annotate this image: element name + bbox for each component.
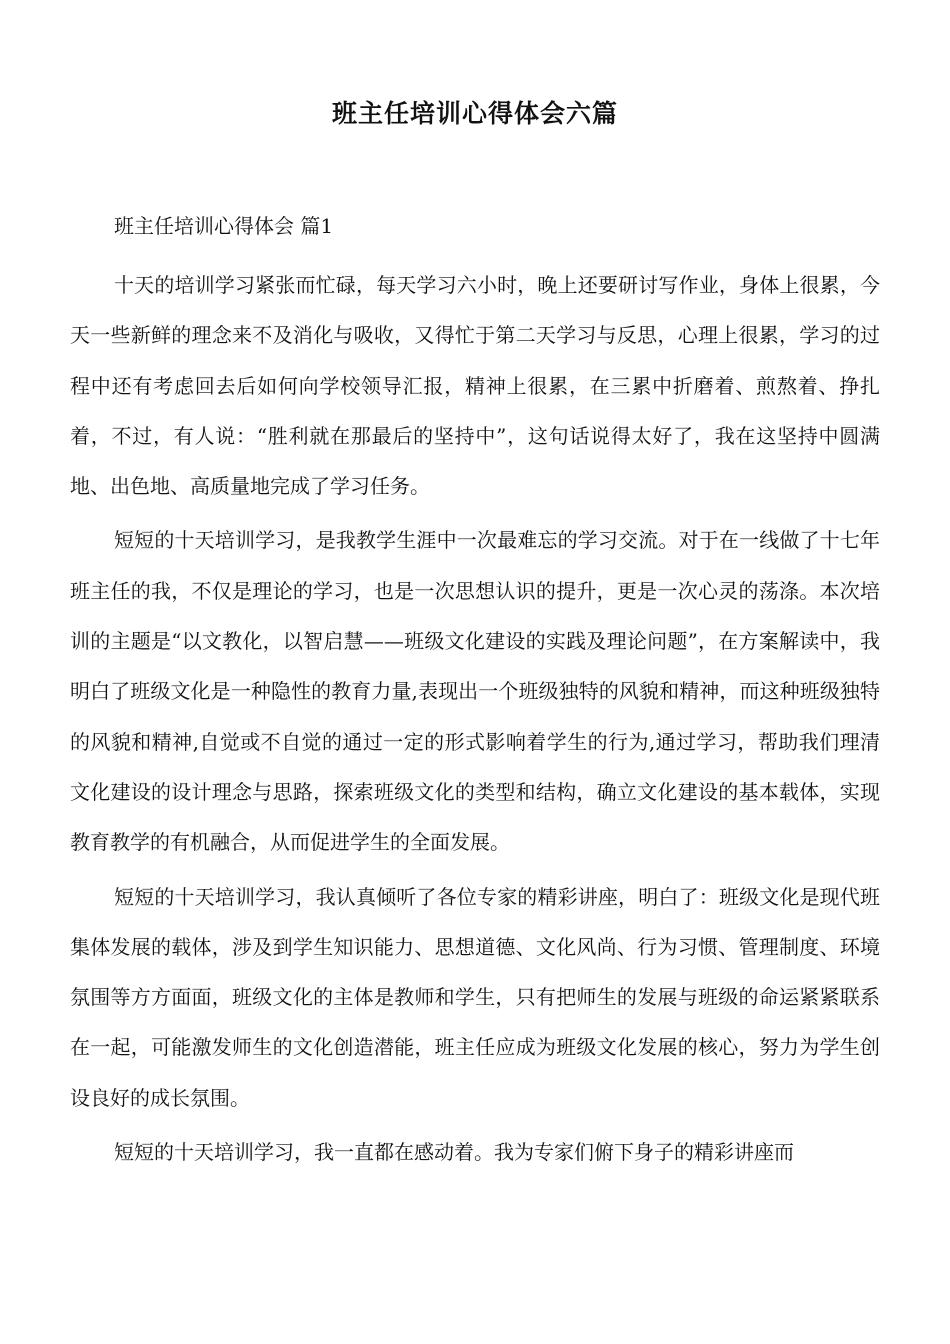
document-title: 班主任培训心得体会六篇 [331, 99, 618, 128]
document-body [70, 208, 880, 1181]
section-heading: 班主任培训心得体会 篇1 [114, 214, 334, 238]
paragraph: 短短的十天培训学习，我认真倾听了各位专家的精彩讲座，明白了：班级文化是现代班集体发展的载体，涉及到学生知识能力、思想道德、文化风尚、行为习惯、管理制度、环境氛围等方方面面，班级文化的主体是教师和学生，只有把师生的发展与班级的命运紧紧联系在一起，可能激发师生的文化创造潜能，班主任应成为班级文化发展的核心，努力为学生创设良好的成长氛围。 [70, 884, 880, 1110]
paragraph: 十天的培训学习紧张而忙碌，每天学习六小时，晚上还要研讨写作业，身体上很累，今天一些新鲜的理念来不及消化与吸收，又得忙于第二天学习与反思，心理上很累，学习的过程中还有考虑回去后如何向学校领导汇报，精神上很累，在三累中折磨着、煎熬着、挣扎着，不过，有人说：“胜利就在那最后的坚持中”，这句话说得太好了，我在这坚持中圆满地、出色地、高质量地完成了学习任务。 [70, 273, 880, 499]
paragraph: 短短的十天培训学习，我一直都在感动着。我为专家们俯下身子的精彩讲座而 [114, 1140, 794, 1165]
paragraph: 短短的十天培训学习，是我教学生涯中一次最难忘的学习交流。对于在一线做了十七年班主任的我，不仅是理论的学习，也是一次思想认识的提升，更是一次心灵的荡涤。本次培训的主题是“以文教化，以智启慧——班级文化建设的实践及理论问题”，在方案解读中，我明白了班级文化是一种隐性的教育力量,表现出一个班级独特的风貌和精神，而这种班级独特的风貌和精神,自觉或不自觉的通过一定的形式影响着学生的行为,通过学习，帮助我们理清文化建设的设计理念与思路，探索班级文化的类型和结构，确立文化建设的基本载体，实现教育教学的有机融合，从而促进学生的全面发展。 [70, 528, 880, 855]
